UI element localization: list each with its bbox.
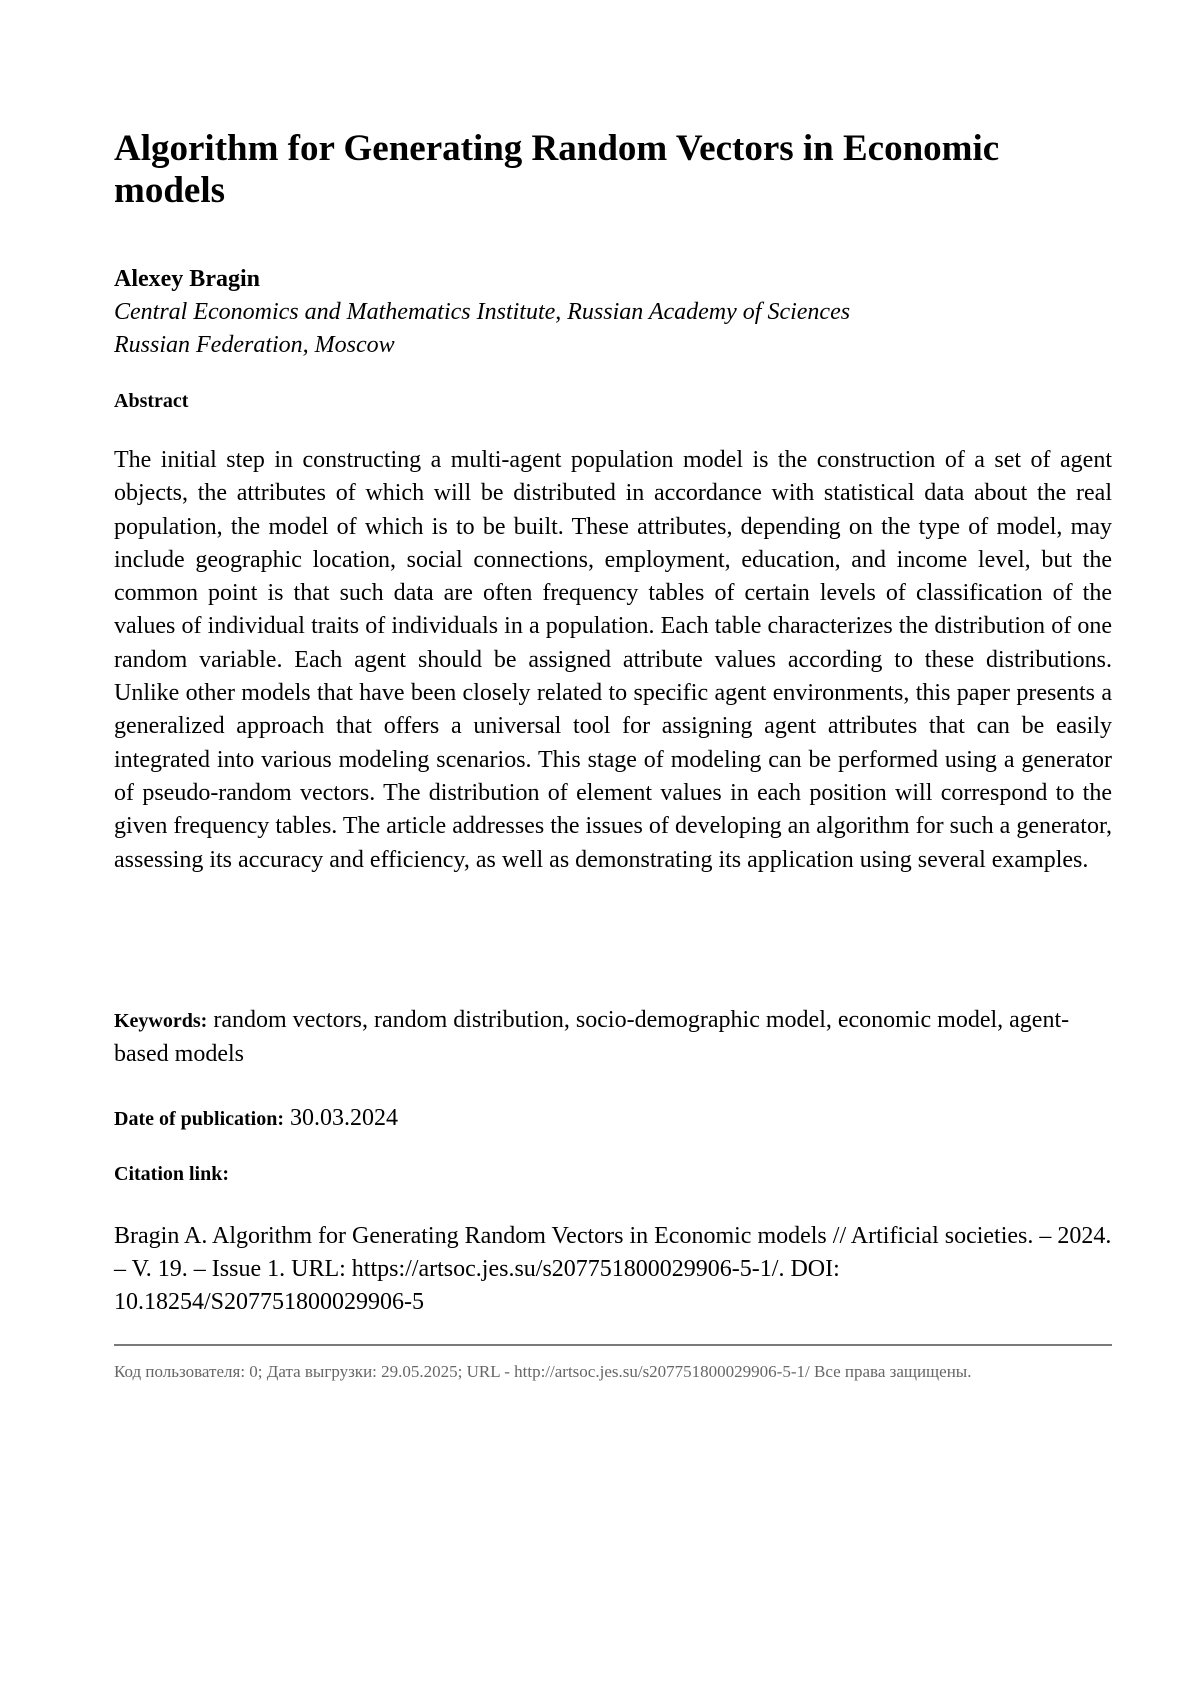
author-location: Russian Federation, Moscow	[114, 332, 395, 358]
abstract-text: The initial step in constructing a multi-agent population model is the construction of a set of agent objects, the attributes of which will be distributed in accordance with statistical data about the real population, the model of which is to be built. These attributes, depending on the type of model, may include geographic location, social connections, employment, education, and income level, but the common point is that such data are often frequency tables of certain levels of classification of the values of individual traits of individuals in a population. Each table characterizes the distribution of one random variable. Each agent should be assigned attribute values according to these distributions. Unlike other models that have been closely related to specific agent environments, this paper presents a generalized approach that offers a universal tool for assigning agent attributes that can be easily integrated into various modeling scenarios. This stage of modeling can be performed using a generator of pseudo-random vectors. The distribution of element values in each position will correspond to the given frequency tables. The article addresses the issues of developing an algorithm for such a generator, assessing its accuracy and efficiency, as well as demonstrating its application using several examples.	[114, 447, 1112, 873]
keywords	[114, 1004, 1112, 1071]
author-affiliation: Central Economics and Mathematics Institute, Russian Academy of Sciences	[114, 299, 851, 325]
keywords-label: Keywords:	[114, 1010, 208, 1032]
abstract-heading: Abstract	[114, 390, 189, 412]
paper-title: Algorithm for Generating Random Vectors in Economic models	[114, 128, 1000, 211]
citation-heading: Citation link:	[114, 1163, 230, 1185]
footer-text: Код пользователя: 0; Дата выгрузки: 29.05.2025; URL - http://artsoc.jes.su/s207751800029906-5-1/ Все права защищены.	[114, 1362, 972, 1381]
author-name: Alexey Bragin	[114, 266, 260, 292]
keywords-text: random vectors, random distribution, socio-demographic model, economic model, agent-based models	[114, 1007, 1070, 1067]
publication-date-label: Date of publication:	[114, 1108, 284, 1130]
citation-text: Bragin A. Algorithm for Generating Random Vectors in Economic models // Artificial societies. – 2024. – V. 19. – Issue 1. URL: https://artsoc.jes.su/s207751800029906-5-1/. DOI: 10.18254/S207751800029906-5	[114, 1223, 1112, 1315]
publication-date	[114, 1103, 398, 1134]
publication-date-value: 30.03.2024	[284, 1105, 398, 1131]
footer-divider	[114, 1344, 1112, 1346]
